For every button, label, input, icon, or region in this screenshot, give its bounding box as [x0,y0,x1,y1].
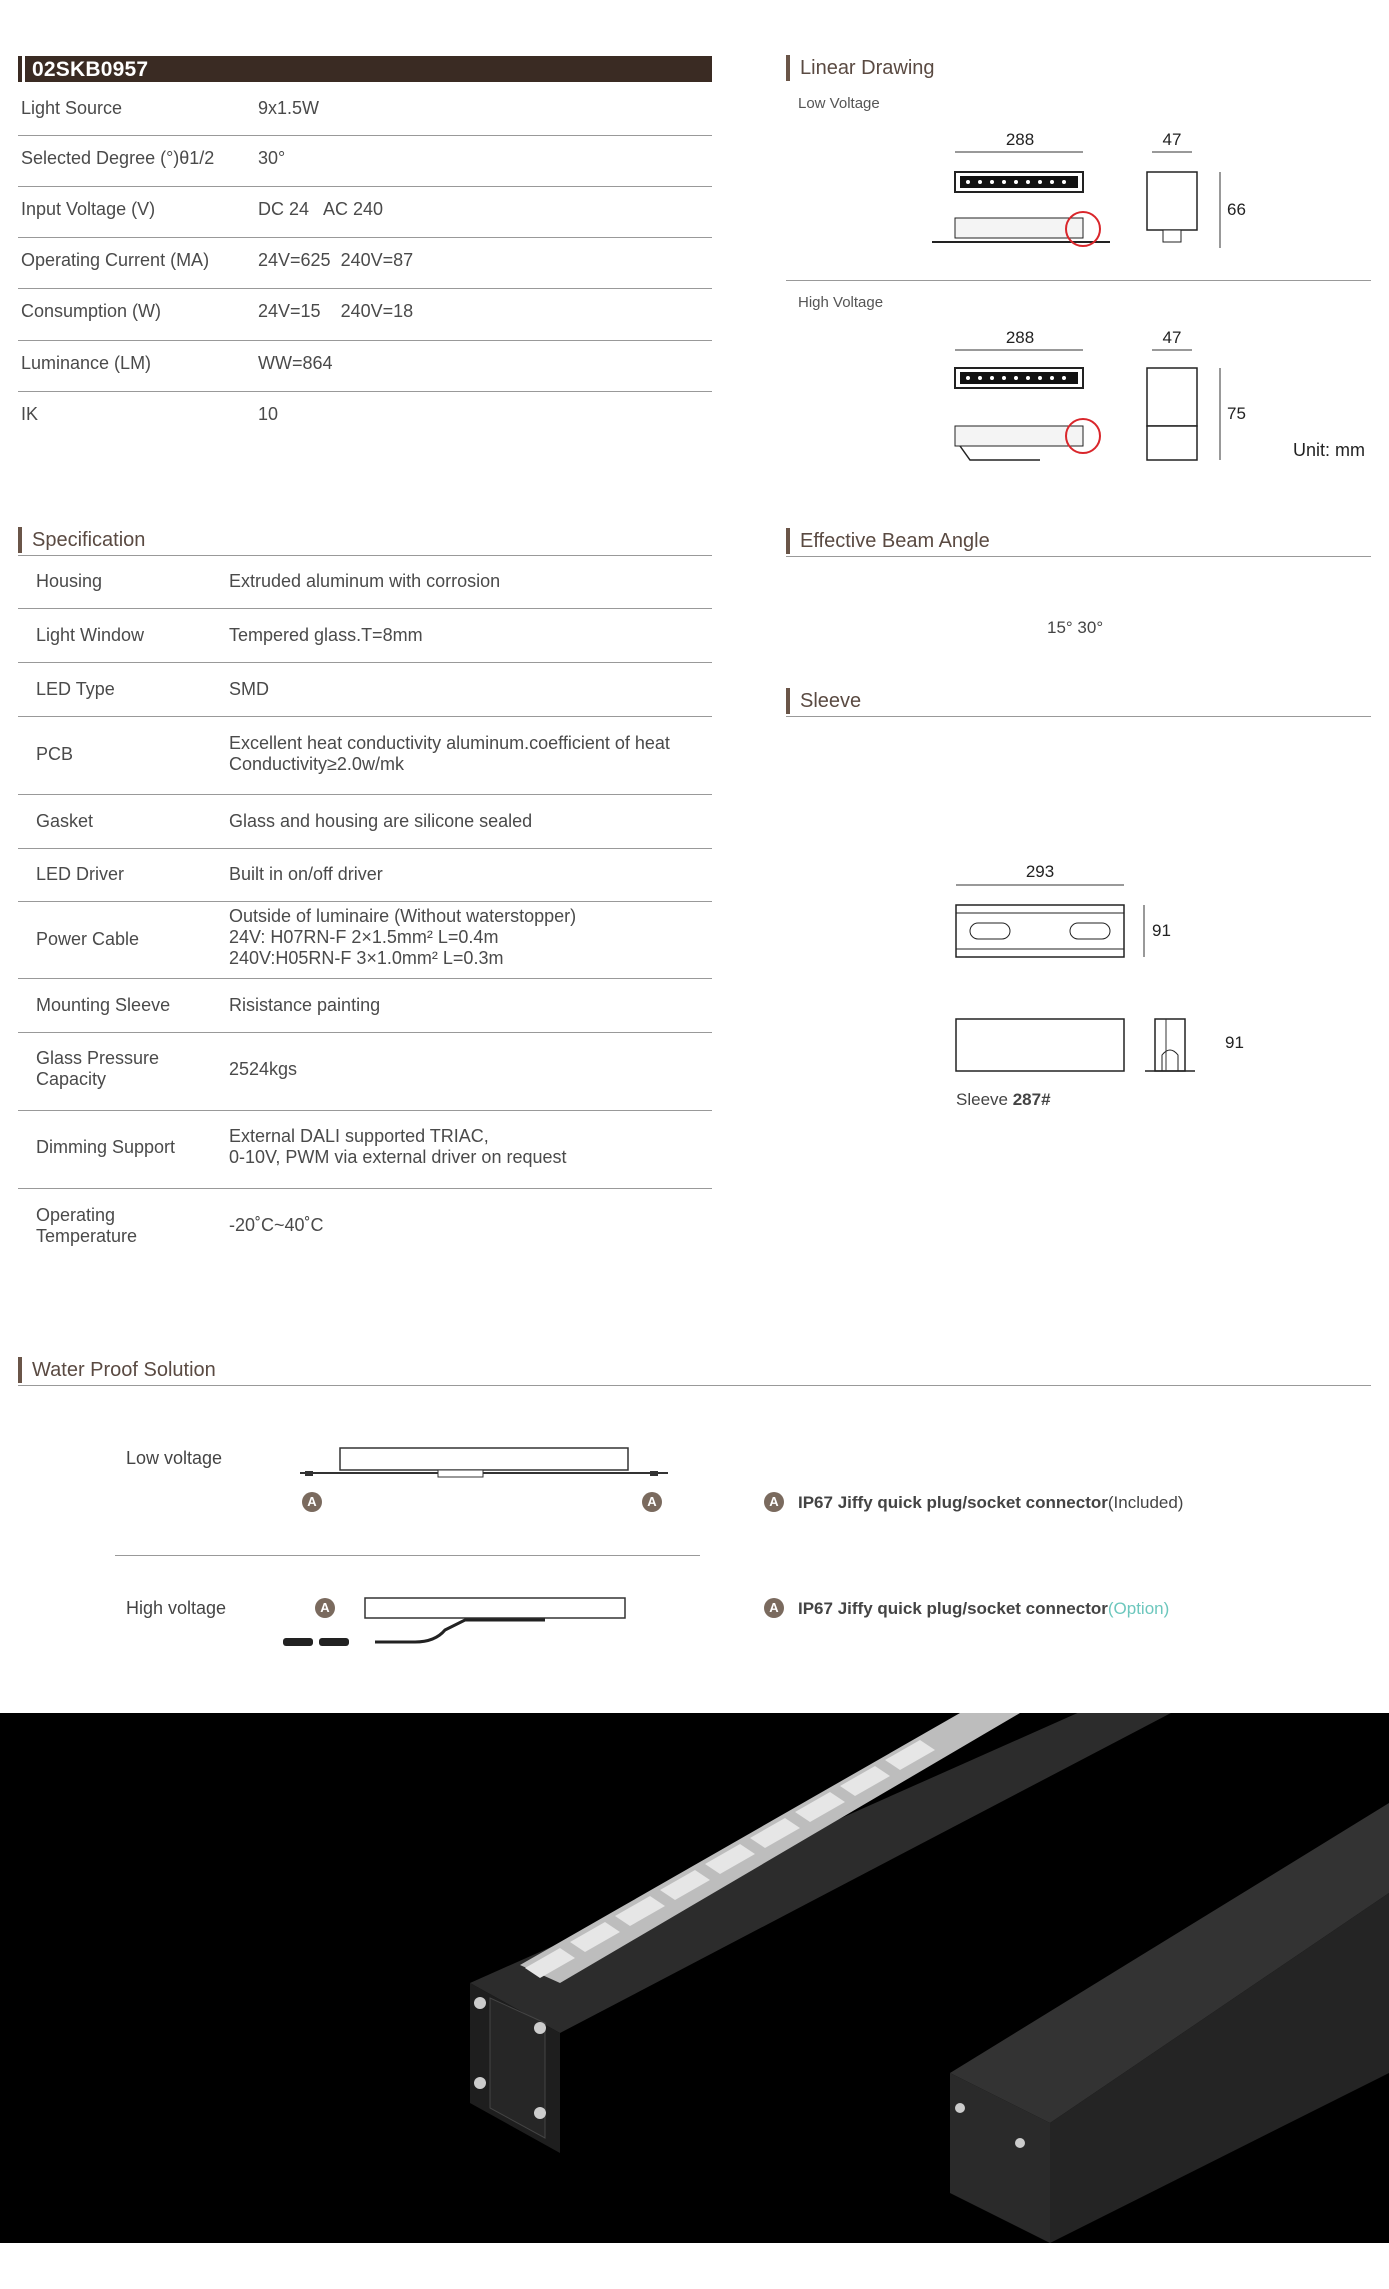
divider [115,1555,700,1556]
high-voltage-label: High Voltage [798,294,884,311]
spec-label-line: Capacity [36,1069,107,1089]
linear-drawing-title: Linear Drawing [786,55,935,81]
low-voltage-wp-desc [798,1493,1183,1513]
spec-value-line: 24V: H07RN-F 2×1.5mm² L=0.4m [229,927,499,947]
marker-label: A [764,1598,784,1618]
spec-row [18,663,712,717]
spec-label: Housing [36,571,103,591]
divider [786,716,1371,717]
param-row [18,341,712,392]
spec-row [18,1111,712,1189]
param-label: Light Source [21,98,123,118]
sleeve-height-dim-1: 91 [1152,921,1171,940]
low-voltage-label: Low Voltage [798,95,880,112]
spec-value: 2524kgs [229,1059,298,1079]
low-voltage-wp-drawing [295,1440,670,1515]
spec-label: Light Window [36,625,145,645]
high-voltage-drawing [920,318,1250,468]
spec-label-line: Temperature [36,1226,138,1246]
waterproof-title: Water Proof Solution [18,1357,216,1383]
param-label: IK [21,404,39,424]
luminaire-render [0,1713,1389,2243]
sleeve-caption [956,1090,1051,1110]
low-height-dim: 66 [1227,200,1246,219]
param-value: 9x1.5W [258,98,320,118]
param-value: 24V=15 240V=18 [258,301,414,321]
param-label: Selected Degree (°)θ1/2 [21,148,215,168]
spec-row [18,609,712,663]
spec-value: Tempered glass.T=8mm [229,625,423,645]
connector-option-note: (Option) [1107,1599,1170,1618]
sleeve-height-dim-2: 91 [1225,1033,1244,1052]
marker-label: A [642,1492,662,1512]
spec-value: Excellent heat conductivity aluminum.coefficient of heat Conductivity≥2.0w/mk [229,733,670,774]
param-row [18,90,712,136]
spec-value-line: 240V:H05RN-F 3×1.0mm² L=0.3m [229,948,504,968]
param-value: 30° [258,148,286,168]
param-value: DC 24 AC 240 [258,199,384,219]
spec-label: Power Cable [36,929,140,949]
spec-row [18,717,712,795]
low-length-dim: 288 [1005,130,1035,149]
high-height-dim: 75 [1227,404,1246,423]
spec-row [18,849,712,902]
param-value: 10 [258,404,279,424]
product-photo [0,1713,1389,2243]
param-value: 24V=625 240V=87 [258,250,414,270]
connector-marker-a [302,1492,322,1512]
marker-label: A [764,1492,784,1512]
model-header [18,56,712,82]
param-row [18,289,712,341]
spec-label [36,1205,137,1247]
connector-name: IP67 Jiffy quick plug/socket connector [798,1599,1108,1618]
specification-title: Specification [18,527,145,553]
sleeve-caption-prefix: Sleeve [956,1090,1013,1109]
param-value: WW=864 [258,353,333,373]
marker-label: A [315,1598,335,1618]
high-length-dim: 288 [1005,328,1035,347]
connector-name: IP67 Jiffy quick plug/socket connector [798,1493,1108,1512]
sleeve-model: 287# [1012,1090,1051,1109]
spec-label: LED Type [36,679,115,699]
beam-angle-title: Effective Beam Angle [786,528,990,554]
divider [786,556,1371,557]
spec-value: Risistance painting [229,995,381,1015]
spec-row [18,556,712,609]
unit-label: Unit: mm [1293,440,1365,460]
spec-label: Dimming Support [36,1137,176,1157]
sleeve-length-dim: 293 [1025,862,1055,881]
beam-angle-value: 15° 30° [1047,618,1104,637]
spec-value: Glass and housing are silicone sealed [229,811,533,831]
param-row [18,187,712,238]
param-label: Input Voltage (V) [21,199,156,219]
low-voltage-wp-label: Low voltage [126,1448,223,1468]
spec-row [18,979,712,1033]
spec-row [18,1033,712,1111]
sleeve-title: Sleeve [786,688,861,714]
high-voltage-wp-desc [798,1599,1169,1619]
spec-value-line: Outside of luminaire (Without waterstopper) [229,906,577,926]
spec-value: SMD [229,679,269,699]
spec-label: Gasket [36,811,94,831]
low-width-dim: 47 [1162,130,1182,149]
spec-value [229,906,709,969]
high-voltage-wp-label: High voltage [126,1598,227,1618]
high-width-dim: 47 [1162,328,1182,347]
spec-value [229,1126,709,1168]
connector-note: (Included) [1107,1493,1184,1512]
divider [786,280,1371,281]
low-voltage-drawing [920,120,1250,255]
param-label: Operating Current (MA) [21,250,210,270]
spec-label: LED Driver [36,864,125,884]
param-row [18,238,712,289]
high-voltage-wp-drawing [275,1590,675,1650]
spec-value-line: 0-10V, PWM via external driver on request [229,1147,567,1167]
spec-label: PCB [36,744,74,764]
param-label: Consumption (W) [21,301,162,321]
spec-row [18,902,712,979]
spec-label [36,1048,206,1090]
led-dots [966,180,1066,184]
low-desc-marker [764,1492,784,1512]
spec-value-line: External DALI supported TRIAC, [229,1126,489,1146]
spec-row [18,1189,712,1266]
param-label: Luminance (LM) [21,353,152,373]
spec-row [18,795,712,849]
connector-marker-a [642,1492,662,1512]
sleeve-drawing [950,855,1210,1085]
high-desc-marker [764,1598,784,1618]
divider [18,1385,1371,1386]
spec-label-line: Glass Pressure [36,1048,160,1068]
param-row [18,392,712,442]
marker-label: A [302,1492,322,1512]
spec-value: Built in on/off driver [229,864,383,884]
spec-label-line: Operating [36,1205,116,1225]
spec-value: Extruded aluminum with corrosion [229,571,501,591]
spec-value: -20˚C~40˚C [229,1215,324,1235]
param-row [18,136,712,187]
spec-label: Mounting Sleeve [36,995,171,1015]
model-code: 02SKB0957 [32,58,149,81]
